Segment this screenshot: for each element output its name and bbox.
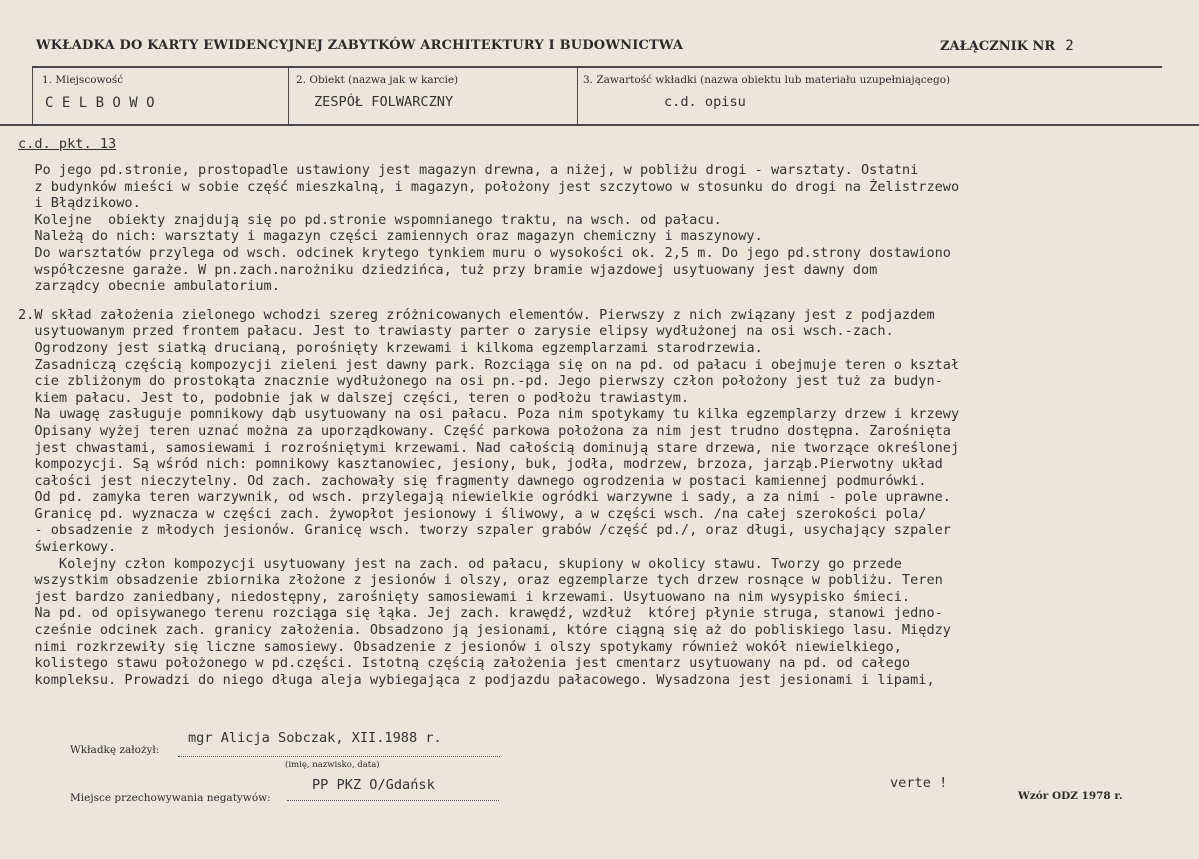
text-line: całości jest nieczytelny. Od zach. zachowały się fragmenty dawnego ogrodzenia w postaci kamiennej podmurówki. <box>18 472 927 489</box>
object-value: ZESPÓŁ FOLWARCZNY <box>314 94 454 110</box>
contents-label: 3. Zawartość wkładki (nazwa obiektu lub materiału uzupełniającego) <box>583 74 951 86</box>
text-line: współczesne garaże. W pn.zach.narożniku dziedzińca, tuż przy bramie wjazdowej usytuowany jest dawny dom <box>18 261 878 278</box>
text-line: Po jego pd.stronie, prostopadle ustawiony jest magazyn drewna, a niżej, w pobliżu drogi - warsztaty. Ostatni <box>18 162 919 178</box>
author-line <box>178 756 500 757</box>
divider-2 <box>577 66 578 124</box>
form-title: WKŁADKA DO KARTY EWIDENCYJNEJ ZABYTKÓW ARCHITEKTURY I BUDOWNICTWA <box>36 38 684 53</box>
text-line: kompleksu. Prowadzi do niego długa aleja wybiegająca z podjazdu pałacowego. Wysadzona jest jesionami i lipami, <box>18 671 935 688</box>
text-line: - obsadzenie z młodych jesionów. Granicę wsch. tworzy szpaler grabów /część pd./, oraz długi, usychający szpaler <box>18 522 951 539</box>
text-line: Należą do nich: warsztaty i magazyn części zamiennych oraz magazyn chemiczny i maszynowy. <box>18 228 763 245</box>
text-line: cie zbliżonym do prostokąta znacznie wydłużonego na osi pn.-pd. Jego pierwszy człon położony jest tuż za budyn- <box>18 373 943 390</box>
text-line: kolistego stawu położonego w pd.części. Istotną częścią założenia jest cmentarz usytuowany na pd. od całego <box>18 655 911 672</box>
text-line: i Błądzikowo. <box>18 195 141 212</box>
negatives-line <box>287 800 499 801</box>
text-line: nimi rozkrzewiły się liczne samosiewy. Obsadzenie z jesionów i olszy spotykamy również wokół niewielkiego, <box>18 638 902 655</box>
annex-number <box>940 38 1074 54</box>
divider-1 <box>288 66 289 124</box>
text-line: Ogrodzony jest siatką drucianą, porośnięty krzewami i kilkoma egzemplarzami starodrzewia. <box>18 339 763 356</box>
text-line: Od pd. zamyka teren warzywnik, od wsch. przylegają niewielkie ogródki warzywne i sady, a za nimi - pole uprawne. <box>18 489 951 506</box>
text-line: usytuowanym przed frontem pałacu. Jest to trawiasty parter o zarysie elipsy wydłużonej na osi wsch.-zach. <box>18 323 894 340</box>
text-line: Granicę pd. wyznacza w części zach. żywopłot jesionowy i śliwowy, a w części wsch. /na całej szerokości pola/ <box>18 505 927 522</box>
negatives-label: Miejsce przechowywania negatywów: <box>70 792 271 804</box>
form-code: Wzór ODZ 1978 r. <box>1018 790 1123 802</box>
text-line: Kolejny człon kompozycji usytuowany jest na zach. od pałacu, skupiony w okolicy stawu. Tworzy go przede <box>18 555 902 572</box>
contents-value: c.d. opisu <box>664 94 746 110</box>
text-line: Zasadniczą częścią kompozycji zieleni jest dawny park. Rozciąga się on na pd. od pałacu i obejmuje teren o kształ <box>18 356 960 373</box>
header-rule-top <box>32 66 1162 68</box>
typed-description <box>18 162 1199 688</box>
text-line: Na uwagę zasługuje pomnikowy dąb usytuowany na osi pałacu. Poza nim spotykamy tu kilka egzemplarzy drzew i krzewy <box>18 406 960 423</box>
text-line: cześnie odcinek zach. granicy założenia. Obsadzono ją jesionami, które ciągną się aż do pobliskiego lasu. Między <box>18 622 951 639</box>
object-label: 2. Obiekt (nazwa jak w karcie) <box>296 74 459 86</box>
header-rule-bottom <box>0 124 1199 126</box>
text-line: kompozycji. Są wśród nich: pomnikowy kasztanowiec, jesiony, buk, jodła, modrzew, brzoza, jarząb.Pierwotny układ <box>18 456 943 473</box>
divider-left <box>32 66 33 124</box>
text-line: zarządcy obecnie ambulatorium. <box>18 278 280 295</box>
continuation-reference: c.d. pkt. 13 <box>18 136 117 152</box>
negatives-value: PP PKZ O/Gdańsk <box>312 777 435 793</box>
text-line: wszystkim obsadzenie zbiornika złożone z jesionów i olszy, oraz egzemplarze tych drzew rosnące w pobliżu. Teren <box>18 572 943 589</box>
annex-label: ZAŁĄCZNIK NR <box>940 39 1056 54</box>
text-line <box>18 295 1199 307</box>
verte-note: verte ! <box>890 775 948 791</box>
text-line: jest chwastami, samosiewami i rozrośniętymi krzewami. Nad całością dominują stare drzewa, nie tworzące określonej <box>18 439 960 456</box>
locality-label: 1. Miejscowość <box>42 74 124 86</box>
author-value: mgr Alicja Sobczak, XII.1988 r. <box>188 730 442 746</box>
annex-number-value: 2 <box>1065 38 1074 54</box>
text-line: jest bardzo zaniedbany, niedostępny, zarośnięty samosiewami i krzewami. Usytuowano na nim wysypisko śmieci. <box>18 588 911 605</box>
text-line: Opisany wyżej teren uznać można za uporządkowany. Część parkowa położona za nim jest trudno dostępna. Zarośnięta <box>18 422 951 439</box>
text-line: kiem pałacu. Jest to, podobnie jak w dalszej części, teren o podłożu trawiastym. <box>18 389 690 406</box>
author-label: Wkładkę założył: <box>70 744 160 756</box>
text-line: Na pd. od opisywanego terenu rozciąga się łąka. Jej zach. krawędź, wzdłuż której płynie struga, stanowi jedno- <box>18 605 943 622</box>
author-hint: (imię, nazwisko, data) <box>285 760 380 770</box>
locality-value: C E L B O W O <box>45 95 155 111</box>
text-line: z budynków mieści w sobie część mieszkalną, i magazyn, położony jest szczytowo w stosunku do drogi na Żelistrzewo <box>18 178 960 195</box>
text-line: świerkowy. <box>18 539 117 556</box>
text-line: 2.W skład założenia zielonego wchodzi szereg zróżnicowanych elementów. Pierwszy z nich związany jest z podjazdem <box>18 306 935 323</box>
text-line: Do warsztatów przylega od wsch. odcinek krytego tynkiem muru o wysokości ok. 2,5 m. Do jego pd.strony dostawiono <box>18 244 951 261</box>
text-line: Kolejne obiekty znajdują się po pd.stronie wspomnianego traktu, na wsch. od pałacu. <box>18 211 722 228</box>
